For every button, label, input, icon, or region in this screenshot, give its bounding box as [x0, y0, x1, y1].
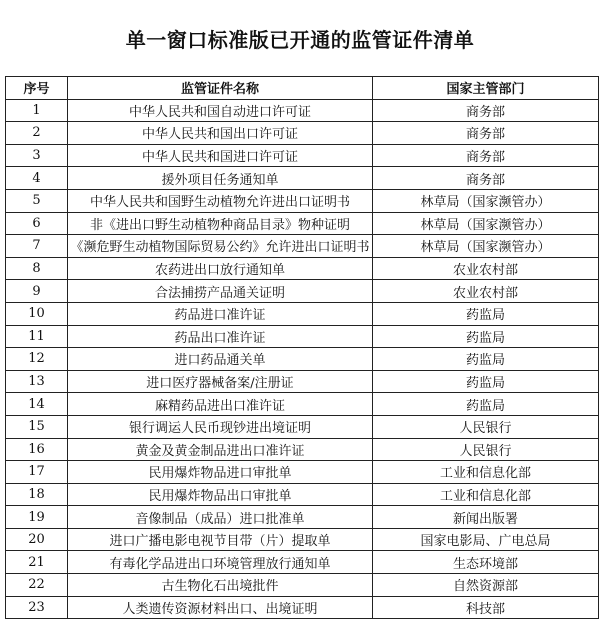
table-row	[6, 438, 599, 461]
header-department: 国家主管部门	[373, 77, 599, 100]
table-row	[6, 122, 599, 145]
table-row	[6, 144, 599, 167]
cell-index: 7	[6, 235, 68, 258]
cell-department: 工业和信息化部	[373, 483, 599, 506]
cell-index: 8	[6, 257, 68, 280]
cell-index: 5	[6, 189, 68, 212]
cell-index: 19	[6, 506, 68, 529]
table-row	[6, 483, 599, 506]
table-header-row	[6, 77, 599, 100]
cell-department: 林草局（国家濒管办）	[373, 235, 599, 258]
cell-department: 药监局	[373, 370, 599, 393]
cell-certificate-name: 有毒化学品进出口环境管理放行通知单	[68, 551, 373, 574]
cell-certificate-name: 进口药品通关单	[68, 348, 373, 371]
cell-department: 人民银行	[373, 438, 599, 461]
cell-department: 国家电影局、广电总局	[373, 528, 599, 551]
cell-certificate-name: 中华人民共和国出口许可证	[68, 122, 373, 145]
cell-index: 11	[6, 325, 68, 348]
cell-certificate-name: 民用爆炸物品进口审批单	[68, 461, 373, 484]
cell-department: 新闻出版署	[373, 506, 599, 529]
table-row	[6, 257, 599, 280]
cell-certificate-name: 合法捕捞产品通关证明	[68, 280, 373, 303]
cell-certificate-name: 援外项目任务通知单	[68, 167, 373, 190]
cell-department: 自然资源部	[373, 574, 599, 597]
cell-department: 农业农村部	[373, 257, 599, 280]
cell-certificate-name: 音像制品（成品）进口批准单	[68, 506, 373, 529]
header-index: 序号	[6, 77, 68, 100]
cell-department: 人民银行	[373, 415, 599, 438]
cell-index: 14	[6, 393, 68, 416]
table-row	[6, 528, 599, 551]
cell-department: 工业和信息化部	[373, 461, 599, 484]
cell-department: 商务部	[373, 167, 599, 190]
cell-certificate-name: 中华人民共和国野生动植物允许进出口证明书	[68, 189, 373, 212]
table-row	[6, 506, 599, 529]
table-row	[6, 370, 599, 393]
table-row	[6, 212, 599, 235]
cell-index: 20	[6, 528, 68, 551]
cell-certificate-name: 人类遗传资源材料出口、出境证明	[68, 596, 373, 619]
cell-index: 10	[6, 302, 68, 325]
cell-index: 3	[6, 144, 68, 167]
cell-index: 12	[6, 348, 68, 371]
cell-index: 16	[6, 438, 68, 461]
cell-department: 生态环境部	[373, 551, 599, 574]
cell-department: 科技部	[373, 596, 599, 619]
cell-department: 药监局	[373, 393, 599, 416]
table-row	[6, 393, 599, 416]
header-certificate-name: 监管证件名称	[68, 77, 373, 100]
certificate-table	[5, 76, 599, 619]
table-row	[6, 596, 599, 619]
table-row	[6, 461, 599, 484]
cell-index: 21	[6, 551, 68, 574]
page-title: 单一窗口标准版已开通的监管证件清单	[125, 28, 475, 52]
table-row	[6, 235, 599, 258]
cell-department: 林草局（国家濒管办）	[373, 189, 599, 212]
cell-certificate-name: 麻精药品进出口准许证	[68, 393, 373, 416]
cell-certificate-name: 进口医疗器械备案/注册证	[68, 370, 373, 393]
cell-certificate-name: 银行调运人民币现钞进出境证明	[68, 415, 373, 438]
cell-certificate-name: 古生物化石出境批件	[68, 574, 373, 597]
cell-certificate-name: 非《进出口野生动植物种商品目录》物种证明	[68, 212, 373, 235]
cell-index: 1	[6, 99, 68, 122]
cell-certificate-name: 药品出口准许证	[68, 325, 373, 348]
table-row	[6, 574, 599, 597]
cell-index: 6	[6, 212, 68, 235]
table-row	[6, 167, 599, 190]
table-row	[6, 415, 599, 438]
cell-department: 商务部	[373, 122, 599, 145]
cell-index: 17	[6, 461, 68, 484]
cell-department: 药监局	[373, 325, 599, 348]
cell-certificate-name: 药品进口准许证	[68, 302, 373, 325]
cell-certificate-name: 农药进出口放行通知单	[68, 257, 373, 280]
cell-index: 18	[6, 483, 68, 506]
cell-certificate-name: 中华人民共和国自动进口许可证	[68, 99, 373, 122]
table-row	[6, 325, 599, 348]
cell-certificate-name: 民用爆炸物品出口审批单	[68, 483, 373, 506]
cell-certificate-name: 黄金及黄金制品进出口准许证	[68, 438, 373, 461]
cell-index: 2	[6, 122, 68, 145]
cell-department: 农业农村部	[373, 280, 599, 303]
cell-department: 商务部	[373, 144, 599, 167]
table-row	[6, 551, 599, 574]
cell-department: 林草局（国家濒管办）	[373, 212, 599, 235]
cell-index: 23	[6, 596, 68, 619]
cell-certificate-name: 《濒危野生动植物国际贸易公约》允许进出口证明书	[68, 235, 373, 258]
cell-index: 4	[6, 167, 68, 190]
table-row	[6, 302, 599, 325]
cell-department: 药监局	[373, 348, 599, 371]
cell-department: 商务部	[373, 99, 599, 122]
table-row	[6, 280, 599, 303]
cell-certificate-name: 进口广播电影电视节目带（片）提取单	[68, 528, 373, 551]
table-row	[6, 189, 599, 212]
table-row	[6, 348, 599, 371]
cell-index: 13	[6, 370, 68, 393]
table-row	[6, 99, 599, 122]
cell-department: 药监局	[373, 302, 599, 325]
cell-index: 15	[6, 415, 68, 438]
cell-index: 22	[6, 574, 68, 597]
cell-certificate-name: 中华人民共和国进口许可证	[68, 144, 373, 167]
cell-index: 9	[6, 280, 68, 303]
